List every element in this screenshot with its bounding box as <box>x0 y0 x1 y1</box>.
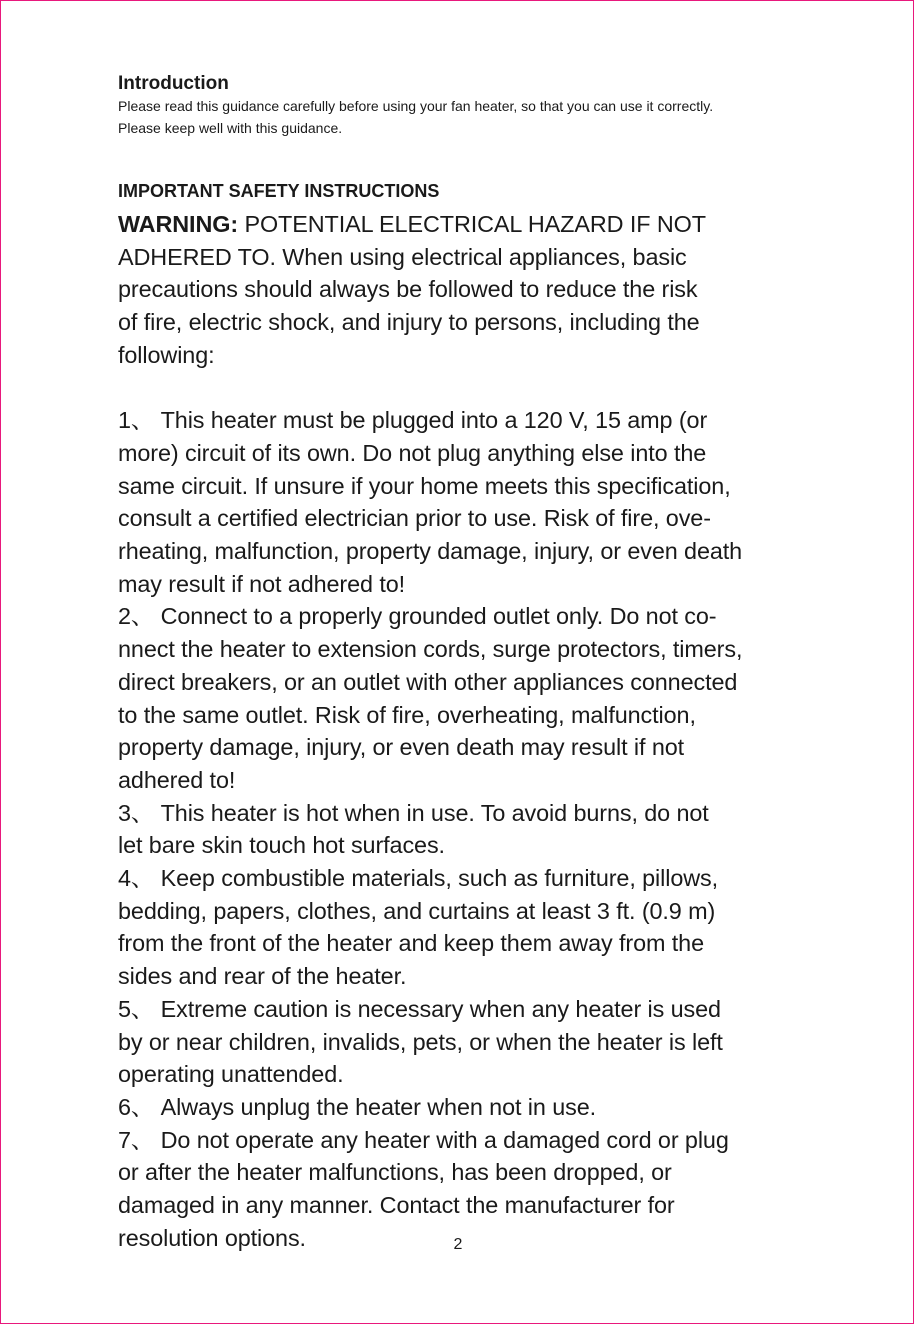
instruction-line: 5、 Extreme caution is necessary when any heater is used <box>118 995 721 1022</box>
warning-line <box>118 208 848 241</box>
instruction-line: same circuit. If unsure if your home meets this specification, <box>118 472 731 499</box>
instruction-line: bedding, papers, clothes, and curtains at least 3 ft. (0.9 m) <box>118 897 716 924</box>
instruction-line: damaged in any manner. Contact the manufacturer for <box>118 1192 675 1219</box>
instruction-line: direct breakers, or an outlet with other appliances connected <box>118 668 738 695</box>
instruction-line: adhered to! <box>118 766 236 793</box>
instruction-line: consult a certified electrician prior to use. Risk of fire, ove- <box>118 505 711 532</box>
instruction-line: nnect the heater to extension cords, surge protectors, timers, <box>118 636 743 663</box>
instruction-list <box>118 404 848 1254</box>
introduction-heading: Introduction <box>118 73 229 94</box>
instruction-line: 2、 Connect to a properly grounded outlet only. Do not co- <box>118 603 717 630</box>
instruction-line: more) circuit of its own. Do not plug anything else into the <box>118 439 707 466</box>
instruction-line: to the same outlet. Risk of fire, overheating, malfunction, <box>118 701 696 728</box>
instruction-line: from the front of the heater and keep them away from the <box>118 930 704 957</box>
paragraph-gap <box>118 372 848 405</box>
warning-text: POTENTIAL ELECTRICAL HAZARD IF NOT <box>238 211 706 237</box>
instruction-line: 3、 This heater is hot when in use. To avoid burns, do not <box>118 799 709 826</box>
warning-label: WARNING: <box>118 211 239 237</box>
instruction-line: sides and rear of the heater. <box>118 963 407 990</box>
instruction-line: by or near children, invalids, pets, or when the heater is left <box>118 1028 723 1055</box>
instruction-line: property damage, injury, or even death may result if not <box>118 734 685 761</box>
introduction-line: Please read this guidance carefully before using your fan heater, so that you can use it correctly. <box>118 98 714 114</box>
page-content <box>118 73 848 1254</box>
warning-line: ADHERED TO. When using electrical appliances, basic <box>118 243 687 270</box>
warning-line: following: <box>118 341 215 368</box>
instruction-line: 7、 Do not operate any heater with a damaged cord or plug <box>118 1126 729 1153</box>
instruction-line: resolution options. <box>118 1224 306 1251</box>
instruction-line: let bare skin touch hot surfaces. <box>118 832 445 859</box>
instruction-line: 4、 Keep combustible materials, such as furniture, pillows, <box>118 865 719 892</box>
instruction-line: operating unattended. <box>118 1061 344 1088</box>
instruction-line: may result if not adhered to! <box>118 570 406 597</box>
safety-heading: IMPORTANT SAFETY INSTRUCTIONS <box>118 181 440 201</box>
instruction-line: 6、 Always unplug the heater when not in use. <box>118 1093 597 1120</box>
instruction-line: rheating, malfunction, property damage, injury, or even death <box>118 538 743 565</box>
warning-paragraph <box>118 208 848 372</box>
warning-line: precautions should always be followed to reduce the risk <box>118 276 698 303</box>
instruction-line: 1、 This heater must be plugged into a 120 V, 15 amp (or <box>118 407 708 434</box>
warning-line: of fire, electric shock, and injury to persons, including the <box>118 309 700 336</box>
introduction-line: Please keep well with this guidance. <box>118 120 343 136</box>
page-number: 2 <box>453 1236 463 1253</box>
instruction-line: or after the heater malfunctions, has been dropped, or <box>118 1159 672 1186</box>
